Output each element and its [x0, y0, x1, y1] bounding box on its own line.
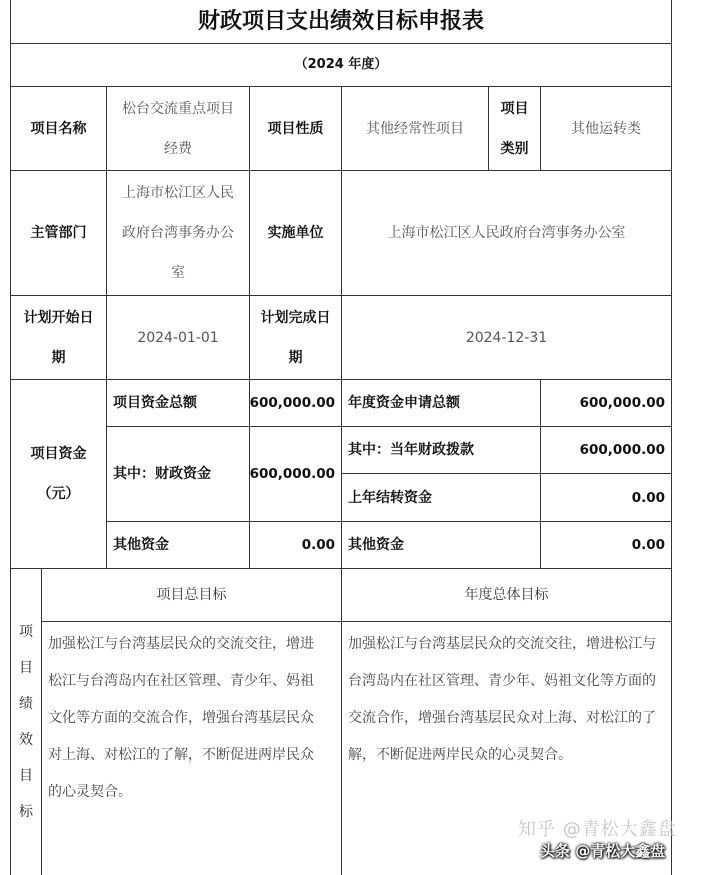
label-department: 主管部门	[11, 170, 106, 295]
value-department: 上海市松江区人民 政府台湾事务办公 室	[106, 170, 249, 295]
value-fiscal-funds: 600,000.00	[249, 426, 341, 521]
value-annual-other: 0.00	[540, 521, 671, 568]
value-plan-end: 2024-12-31	[341, 295, 671, 379]
value-total-funds: 600,000.00	[249, 379, 341, 426]
form-year: （2024 年度）	[11, 43, 671, 86]
value-carryover: 0.00	[540, 473, 671, 521]
label-annual-other: 其他资金	[341, 521, 540, 568]
value-implementer: 上海市松江区人民政府台湾事务办公室	[341, 170, 671, 295]
value-current-allocation: 600,000.00	[540, 426, 671, 473]
form-title: 财政项目支出绩效目标申报表	[197, 8, 484, 34]
label-fiscal-funds: 其中：财政资金	[106, 426, 249, 521]
text-overall-goal: 加强松江与台湾基层民众的交流交往，增进 松江与台湾岛内在社区管理、青少年、妈祖 文化等方面的交流合作，增强台湾基层民众 对上海、对松江的了解，不断促进两岸民众 的心灵契合。	[41, 621, 341, 875]
label-plan-end: 计划完成日 期	[249, 295, 341, 379]
label-current-allocation: 其中：当年财政拨款	[341, 426, 540, 473]
label-performance-goals: 项 目 绩 效 目 标	[11, 568, 41, 875]
value-other-funds: 0.00	[249, 521, 341, 568]
label-plan-start: 计划开始日 期	[11, 295, 106, 379]
label-other-funds: 其他资金	[106, 521, 249, 568]
form-sheet	[10, 0, 672, 875]
label-project-category: 项目 类别	[488, 86, 540, 170]
label-project-nature: 项目性质	[249, 86, 341, 170]
label-funds: 项目资金 （元）	[11, 379, 106, 568]
value-project-nature: 其他经常性项目	[341, 86, 488, 170]
value-project-category: 其他运转类	[540, 86, 671, 170]
value-annual-total: 600,000.00	[540, 379, 671, 426]
label-total-funds: 项目资金总额	[106, 379, 249, 426]
label-annual-total: 年度资金申请总额	[341, 379, 540, 426]
label-implementer: 实施单位	[249, 170, 341, 295]
header-annual-goal: 年度总体目标	[341, 568, 671, 621]
watermark-toutiao: 头条 @青松大鑫盘	[540, 842, 666, 860]
value-project-name: 松台交流重点项目 经费	[106, 86, 249, 170]
value-plan-start: 2024-01-01	[106, 295, 249, 379]
text-annual-goal: 加强松江与台湾基层民众的交流交往，增进松江与 台湾岛内在社区管理、青少年、妈祖文化等方面的 交流合作，增强台湾基层民众对上海、对松江的了 解，不断促进两岸民众的心灵契合。	[341, 621, 671, 875]
label-carryover: 上年结转资金	[341, 473, 540, 521]
watermark-zhihu: 知乎 @青松大鑫盘	[518, 819, 677, 840]
label-project-name: 项目名称	[11, 86, 106, 170]
header-overall-goal: 项目总目标	[41, 568, 341, 621]
